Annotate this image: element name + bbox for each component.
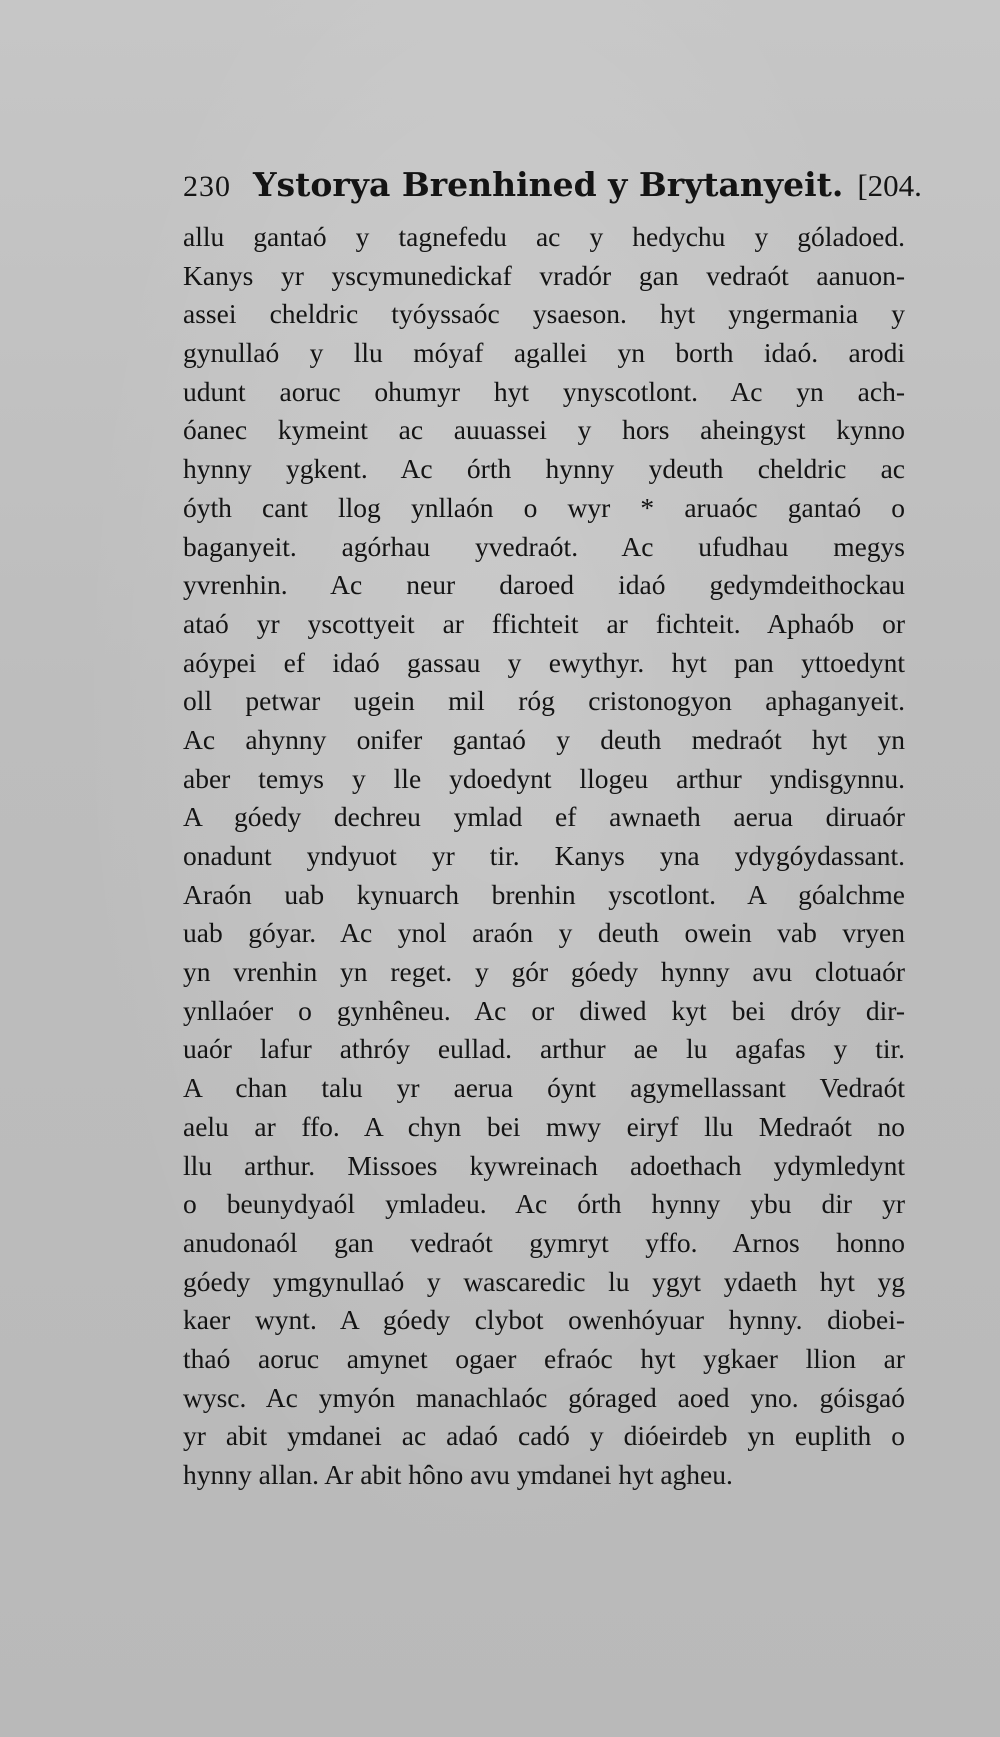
text-line: oll petwar ugein mil róg cristonogyon aphaganyeit. [183, 685, 905, 717]
text-line: llu arthur. Missoes kywreinach adoethach ydymledynt [183, 1149, 905, 1181]
running-title: Ystorya Brenhined y Brytanyeit. [253, 165, 844, 204]
text-line: o beunydyaól ymladeu. Ac órth hynny ybu dir yr [183, 1188, 905, 1220]
text-line: allu gantaó y tagnefedu ac y hedychu y góladoed. [183, 221, 905, 252]
text-line: anudonaól gan vedraót gymryt yffo. Arnos honno [183, 1226, 905, 1258]
text-line: óyth cant llog ynllaón o wyr * aruaóc gantaó o [183, 491, 905, 523]
text-line: udunt aoruc ohumyr hyt ynyscotlont. Ac yn ach- [183, 375, 905, 407]
text-line: Ac ahynny onifer gantaó y deuth medraót hyt yn [183, 723, 905, 755]
text-line: ynllaóer o gynhêneu. Ac or diwed kyt bei dróy dir- [183, 994, 905, 1026]
text-line: uab góyar. Ac ynol araón y deuth owein vab vryen [183, 917, 905, 949]
text-line: kaer wynt. A góedy clybot owenhóyuar hynny. diobei- [183, 1304, 905, 1336]
text-line: yvrenhin. Ac neur daroed idaó gedymdeithockau [183, 569, 905, 601]
text-line: óanec kymeint ac auuassei y hors aheingyst kynno [183, 414, 905, 446]
text-line: aelu ar ffo. A chyn bei mwy eiryf llu Medraót no [183, 1110, 905, 1142]
text-line: góedy ymgynullaó y wascaredic lu ygyt ydaeth hyt yg [183, 1265, 905, 1297]
section-reference: [204. [857, 168, 922, 203]
text-line: yn vrenhin yn reget. y gór góedy hynny avu clotuaór [183, 956, 905, 988]
text-line: thaó aoruc amynet ogaer efraóc hyt ygkaer llion ar [183, 1342, 905, 1374]
page-header [183, 165, 922, 211]
text-line: aóypei ef idaó gassau y ewythyr. hyt pan yttoedynt [183, 646, 905, 678]
text-line: ataó yr yscottyeit ar ffichteit ar fichteit. Aphaób or [183, 607, 905, 639]
text-line: hynny ygkent. Ac órth hynny ydeuth cheldric ac [183, 453, 905, 485]
text-line: baganyeit. agórhau yvedraót. Ac ufudhau megys [183, 530, 905, 562]
text-line: aber temys y lle ydoedynt llogeu arthur yndisgynnu. [183, 762, 905, 794]
text-line: wysc. Ac ymyón manachlaóc góraged aoed yno. góisgaó [183, 1381, 905, 1413]
text-line: onadunt yndyuot yr tir. Kanys yna ydygóydassant. [183, 840, 905, 871]
text-line: assei cheldric tyóyssaóc ysaeson. hyt yngermania y [183, 298, 905, 330]
text-line: gynullaó y llu móyaf agallei yn borth idaó. arodi [183, 337, 905, 369]
text-line: hynny allan. Ar abit hôno avu ymdanei hyt agheu. [183, 1459, 733, 1490]
text-line: uaór lafur athróy eullad. arthur ae lu agafas y tir. [183, 1033, 905, 1065]
text-line: A chan talu yr aerua óynt agymellassant Vedraót [183, 1072, 905, 1104]
text-line: A góedy dechreu ymlad ef awnaeth aerua diruaór [183, 801, 905, 833]
page-number: 230 [183, 170, 231, 203]
text-line: Kanys yr yscymunedickaf vradór gan vedraót aanuon- [183, 259, 905, 291]
body-text [183, 218, 905, 1495]
text-line: Araón uab kynuarch brenhin yscotlont. A góalchme [183, 878, 905, 910]
text-line: yr abit ymdanei ac adaó cadó y dióeirdeb yn euplith o [183, 1420, 905, 1452]
